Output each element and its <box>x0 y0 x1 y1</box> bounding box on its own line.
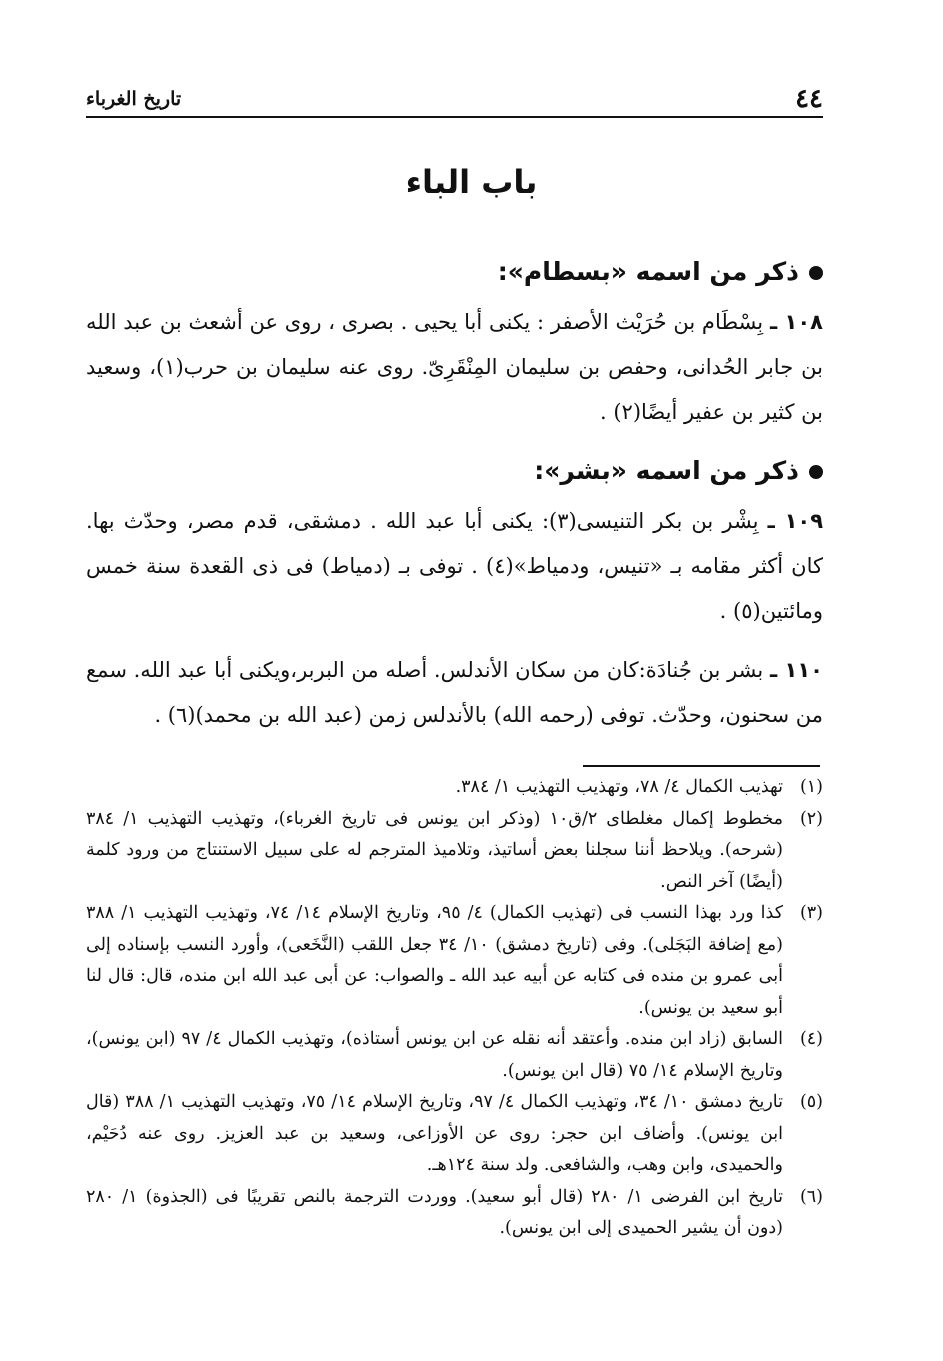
running-header <box>86 82 823 118</box>
footnote-text: تاريخ دمشق ١٠/ ٣٤، وتهذيب الكمال ٤/ ٩٧، وتاريخ الإسلام ١٤/ ٧٥، وتهذيب التهذيب ١/ ٣٨٨ (قال ابن يونس). وأضاف ابن حجر: روى عن الأوزاعى، وسعيد بن عبد العزيز. روى عنه دُحَيْم، والحميدى، وابن وهب، والشافعى. ولد سنة ١٢٤هـ. <box>86 1092 783 1175</box>
section-heading-bishr: ذكر من اسمه «بشر»: <box>86 449 823 493</box>
footnote-text: كذا ورد بهذا النسب فى (تهذيب الكمال) ٤/ ٩٥، وتاريخ الإسلام ١٤/ ٧٤، وتهذيب التهذيب ١/ ٣٨٨ (مع إضافة البَجَلى). وفى (تاريخ دمشق) ١٠/ ٣٤ جعل اللقب (النَّخَعى)، وأورد النسب بإسناده إلى أبى عمرو بن منده فى كتابه عن أبيه عبد الله ـ والصواب: عن أبى عبد الله ابن منده، قال: قال لنا أبو سعيد بن يونس). <box>86 903 784 1018</box>
footnote-4 <box>86 1024 823 1087</box>
entry-109 <box>86 499 823 634</box>
footnote-number: (٦) <box>799 1186 823 1207</box>
footnote-number: (٣) <box>799 903 823 923</box>
footnote-1 <box>86 772 823 804</box>
footnote-number: (٤) <box>799 1029 823 1049</box>
footnotes <box>86 772 823 1245</box>
bullet-icon <box>809 266 823 280</box>
entry-number: ١١٠ ـ <box>770 658 823 682</box>
chapter-title: باب الباء <box>405 163 538 201</box>
footnote-2 <box>86 804 823 899</box>
entry-text: بِسْطَام بن حُرَيْث الأصفر : يكنى أبا يحيى . بصرى ، روى عن أشعث بن عبد الله بن جابر الحُدانى، وحفص بن سليمان المِنْقَرِىّ. روى عنه سليمان بن حرب(١)، وسعيد بن كثير بن عفير أيضًا(٢) . <box>86 310 823 424</box>
footnote-number: (١) <box>799 777 823 797</box>
footnote-3 <box>86 898 823 1024</box>
entry-108 <box>86 300 823 435</box>
footnote-text: السابق (زاد ابن منده. وأعتقد أنه نقله عن ابن يونس أستاذه)، وتهذيب الكمال ٤/ ٩٧ (ابن يونس)، وتاريخ الإسلام ١٤/ ٧٥ (قال ابن يونس). <box>86 1029 784 1081</box>
footnote-number: (٥) <box>799 1092 823 1112</box>
footnote-6 <box>86 1182 823 1245</box>
entry-text: بشر بن جُنادَة:كان من سكان الأندلس. أصله من البربر،ويكنى أبا عبد الله. سمع من سحنون، وحدّث. توفى (رحمه الله) بالأندلس زمن (عبد الله بن محمد)(٦) . <box>86 658 823 727</box>
footnote-text: تهذيب الكمال ٤/ ٧٨، وتهذيب التهذيب ١/ ٣٨٤. <box>455 777 783 797</box>
entry-text: بِشْر بن بكر التنيسى(٣): يكنى أبا عبد الله . دمشقى، قدم مصر، وحدّث بها. كان أكثر مقامه بـ «تنيس، ودمياط»(٤) . توفى بـ (دمياط) فى ذى القعدة سنة خمس ومائتين(٥) . <box>86 509 824 623</box>
entry-number: ١٠٨ ـ <box>769 310 823 334</box>
page-number: ٤٤ <box>795 84 823 114</box>
running-title: تاريخ الغرباء <box>86 88 182 110</box>
section-heading-bistam: ذكر من اسمه «بسطام»: <box>86 250 823 294</box>
main-text <box>86 250 823 752</box>
entry-number: ١٠٩ ـ <box>767 509 824 533</box>
footnote-text: مخطوط إكمال مغلطاى ٢/ق١٠ (وذكر ابن يونس فى تاريخ الغرباء)، وتهذيب التهذيب ١/ ٣٨٤ (شرحه). ويلاحظ أننا سجلنا بعض أساتيذ، وتلاميذ المترجم له على سبيل الاستنتاج من ورود كلمة (أيضًا) آخر النص. <box>86 808 784 892</box>
footnote-text: تاريخ ابن الفرضى ١/ ٢٨٠ (قال أبو سعيد). ووردت الترجمة بالنص تقريبًا فى (الجذوة) ١/ ٢٨٠ (دون أن يشير الحميدى إلى ابن يونس). <box>86 1186 783 1238</box>
entry-110 <box>86 648 823 738</box>
footnote-5 <box>86 1087 823 1182</box>
footnote-divider <box>583 765 820 767</box>
footnote-number: (٢) <box>799 808 823 829</box>
bullet-icon <box>809 465 823 479</box>
